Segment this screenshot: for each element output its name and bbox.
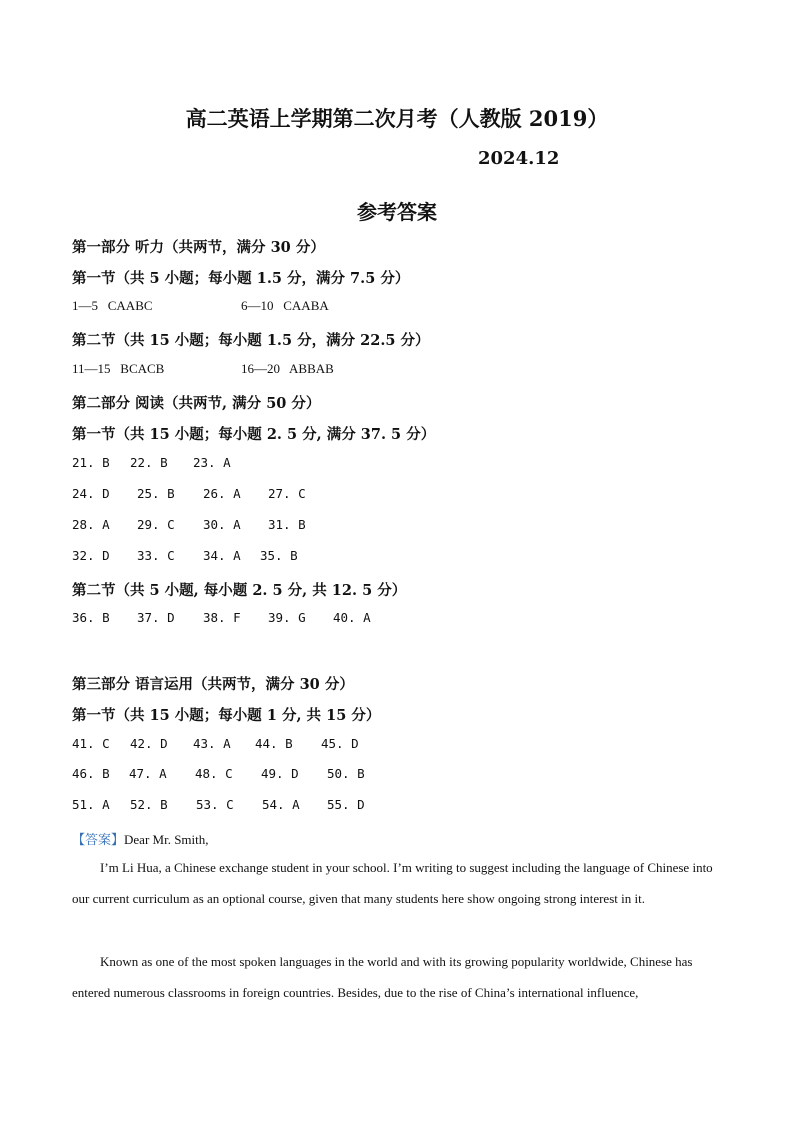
answer-group: 1—5 CAABC — [72, 298, 153, 313]
answer-item: 30. A — [203, 517, 241, 532]
answer-group: 11—15 BCACB — [72, 361, 165, 376]
essay-salutation: Dear Mr. Smith, — [124, 832, 209, 847]
answer-item: 26. A — [203, 486, 241, 501]
answer-row — [72, 517, 306, 532]
answer-row — [72, 486, 306, 501]
answer-group: 16—20 ABBAB — [241, 361, 334, 376]
part2-sec2-heading: 第二节（共 5 小题, 每小题 2. 5 分, 共 12. 5 分） — [72, 582, 407, 599]
part1-sec1-heading: 第一节（共 5 小题；每小题 1.5 分，满分 7.5 分） — [72, 270, 410, 287]
essay-paragraph: Known as one of the most spoken languages in the world and with its growing popularity worldwide, Chinese has entered numerous classrooms in foreign countries. Besides, due to the rise of China’s international influence, — [72, 954, 693, 1000]
answer-item: 52. B — [130, 797, 168, 812]
answer-item: 48. C — [195, 766, 233, 781]
answer-item: 27. C — [268, 486, 306, 501]
answer-item: 51. A — [72, 797, 110, 812]
answer-item: 40. A — [333, 610, 371, 625]
answer-row — [72, 736, 359, 751]
answer-item: 33. C — [137, 548, 175, 563]
answer-item: 45. D — [321, 736, 359, 751]
answer-row — [72, 455, 231, 470]
answer-item: 24. D — [72, 486, 110, 501]
answer-group: 6—10 CAABA — [241, 298, 329, 313]
page-subtitle: 参考答案 — [357, 200, 437, 224]
essay-paragraph: I’m Li Hua, a Chinese exchange student in your school. I’m writing to suggest including the language of Chinese into our current curriculum as an optional course, given that many students here show ongoing strong interest in it. — [72, 860, 713, 906]
answer-item: 29. C — [137, 517, 175, 532]
answer-item: 22. B — [130, 455, 168, 470]
answer-item: 49. D — [261, 766, 299, 781]
answer-item: 34. A — [203, 548, 241, 563]
exam-date: 2024.12 — [478, 148, 560, 169]
part2-heading: 第二部分 阅读（共两节, 满分 50 分） — [72, 395, 321, 412]
part1-heading: 第一部分 听力（共两节，满分 30 分） — [72, 239, 325, 256]
answer-item: 54. A — [262, 797, 300, 812]
answer-item: 31. B — [268, 517, 306, 532]
answer-row — [72, 797, 365, 812]
part1-sec2-heading: 第二节（共 15 小题；每小题 1.5 分，满分 22.5 分） — [72, 332, 430, 349]
answer-row — [72, 610, 371, 625]
answer-item: 32. D — [72, 548, 110, 563]
answer-item: 21. B — [72, 455, 110, 470]
part1-sec2-answers — [72, 361, 334, 377]
answer-item: 47. A — [129, 766, 167, 781]
answer-item: 41. C — [72, 736, 110, 751]
answer-item: 44. B — [255, 736, 293, 751]
answer-item: 35. B — [260, 548, 298, 563]
page-title: 高二英语上学期第二次月考（人教版 2019） — [185, 106, 609, 131]
answer-row — [72, 766, 365, 781]
answer-tag: 【答案】 — [72, 832, 125, 847]
essay-heading — [72, 829, 209, 848]
answer-item: 37. D — [137, 610, 175, 625]
answer-item: 36. B — [72, 610, 110, 625]
part3-sec1-heading: 第一节（共 15 小题；每小题 1 分, 共 15 分） — [72, 707, 381, 724]
answer-item: 39. G — [268, 610, 306, 625]
answer-item: 53. C — [196, 797, 234, 812]
part2-sec1-heading: 第一节（共 15 小题；每小题 2. 5 分, 满分 37. 5 分） — [72, 426, 436, 443]
answer-row — [72, 548, 298, 563]
answer-item: 43. A — [193, 736, 231, 751]
answer-item: 23. A — [193, 455, 231, 470]
answer-item: 46. B — [72, 766, 110, 781]
answer-item: 55. D — [327, 797, 365, 812]
answer-item: 25. B — [137, 486, 175, 501]
answer-item: 38. F — [203, 610, 241, 625]
answer-item: 50. B — [327, 766, 365, 781]
part1-sec1-answers — [72, 298, 329, 314]
answer-item: 28. A — [72, 517, 110, 532]
part3-heading: 第三部分 语言运用（共两节，满分 30 分） — [72, 676, 354, 693]
answer-item: 42. D — [130, 736, 168, 751]
